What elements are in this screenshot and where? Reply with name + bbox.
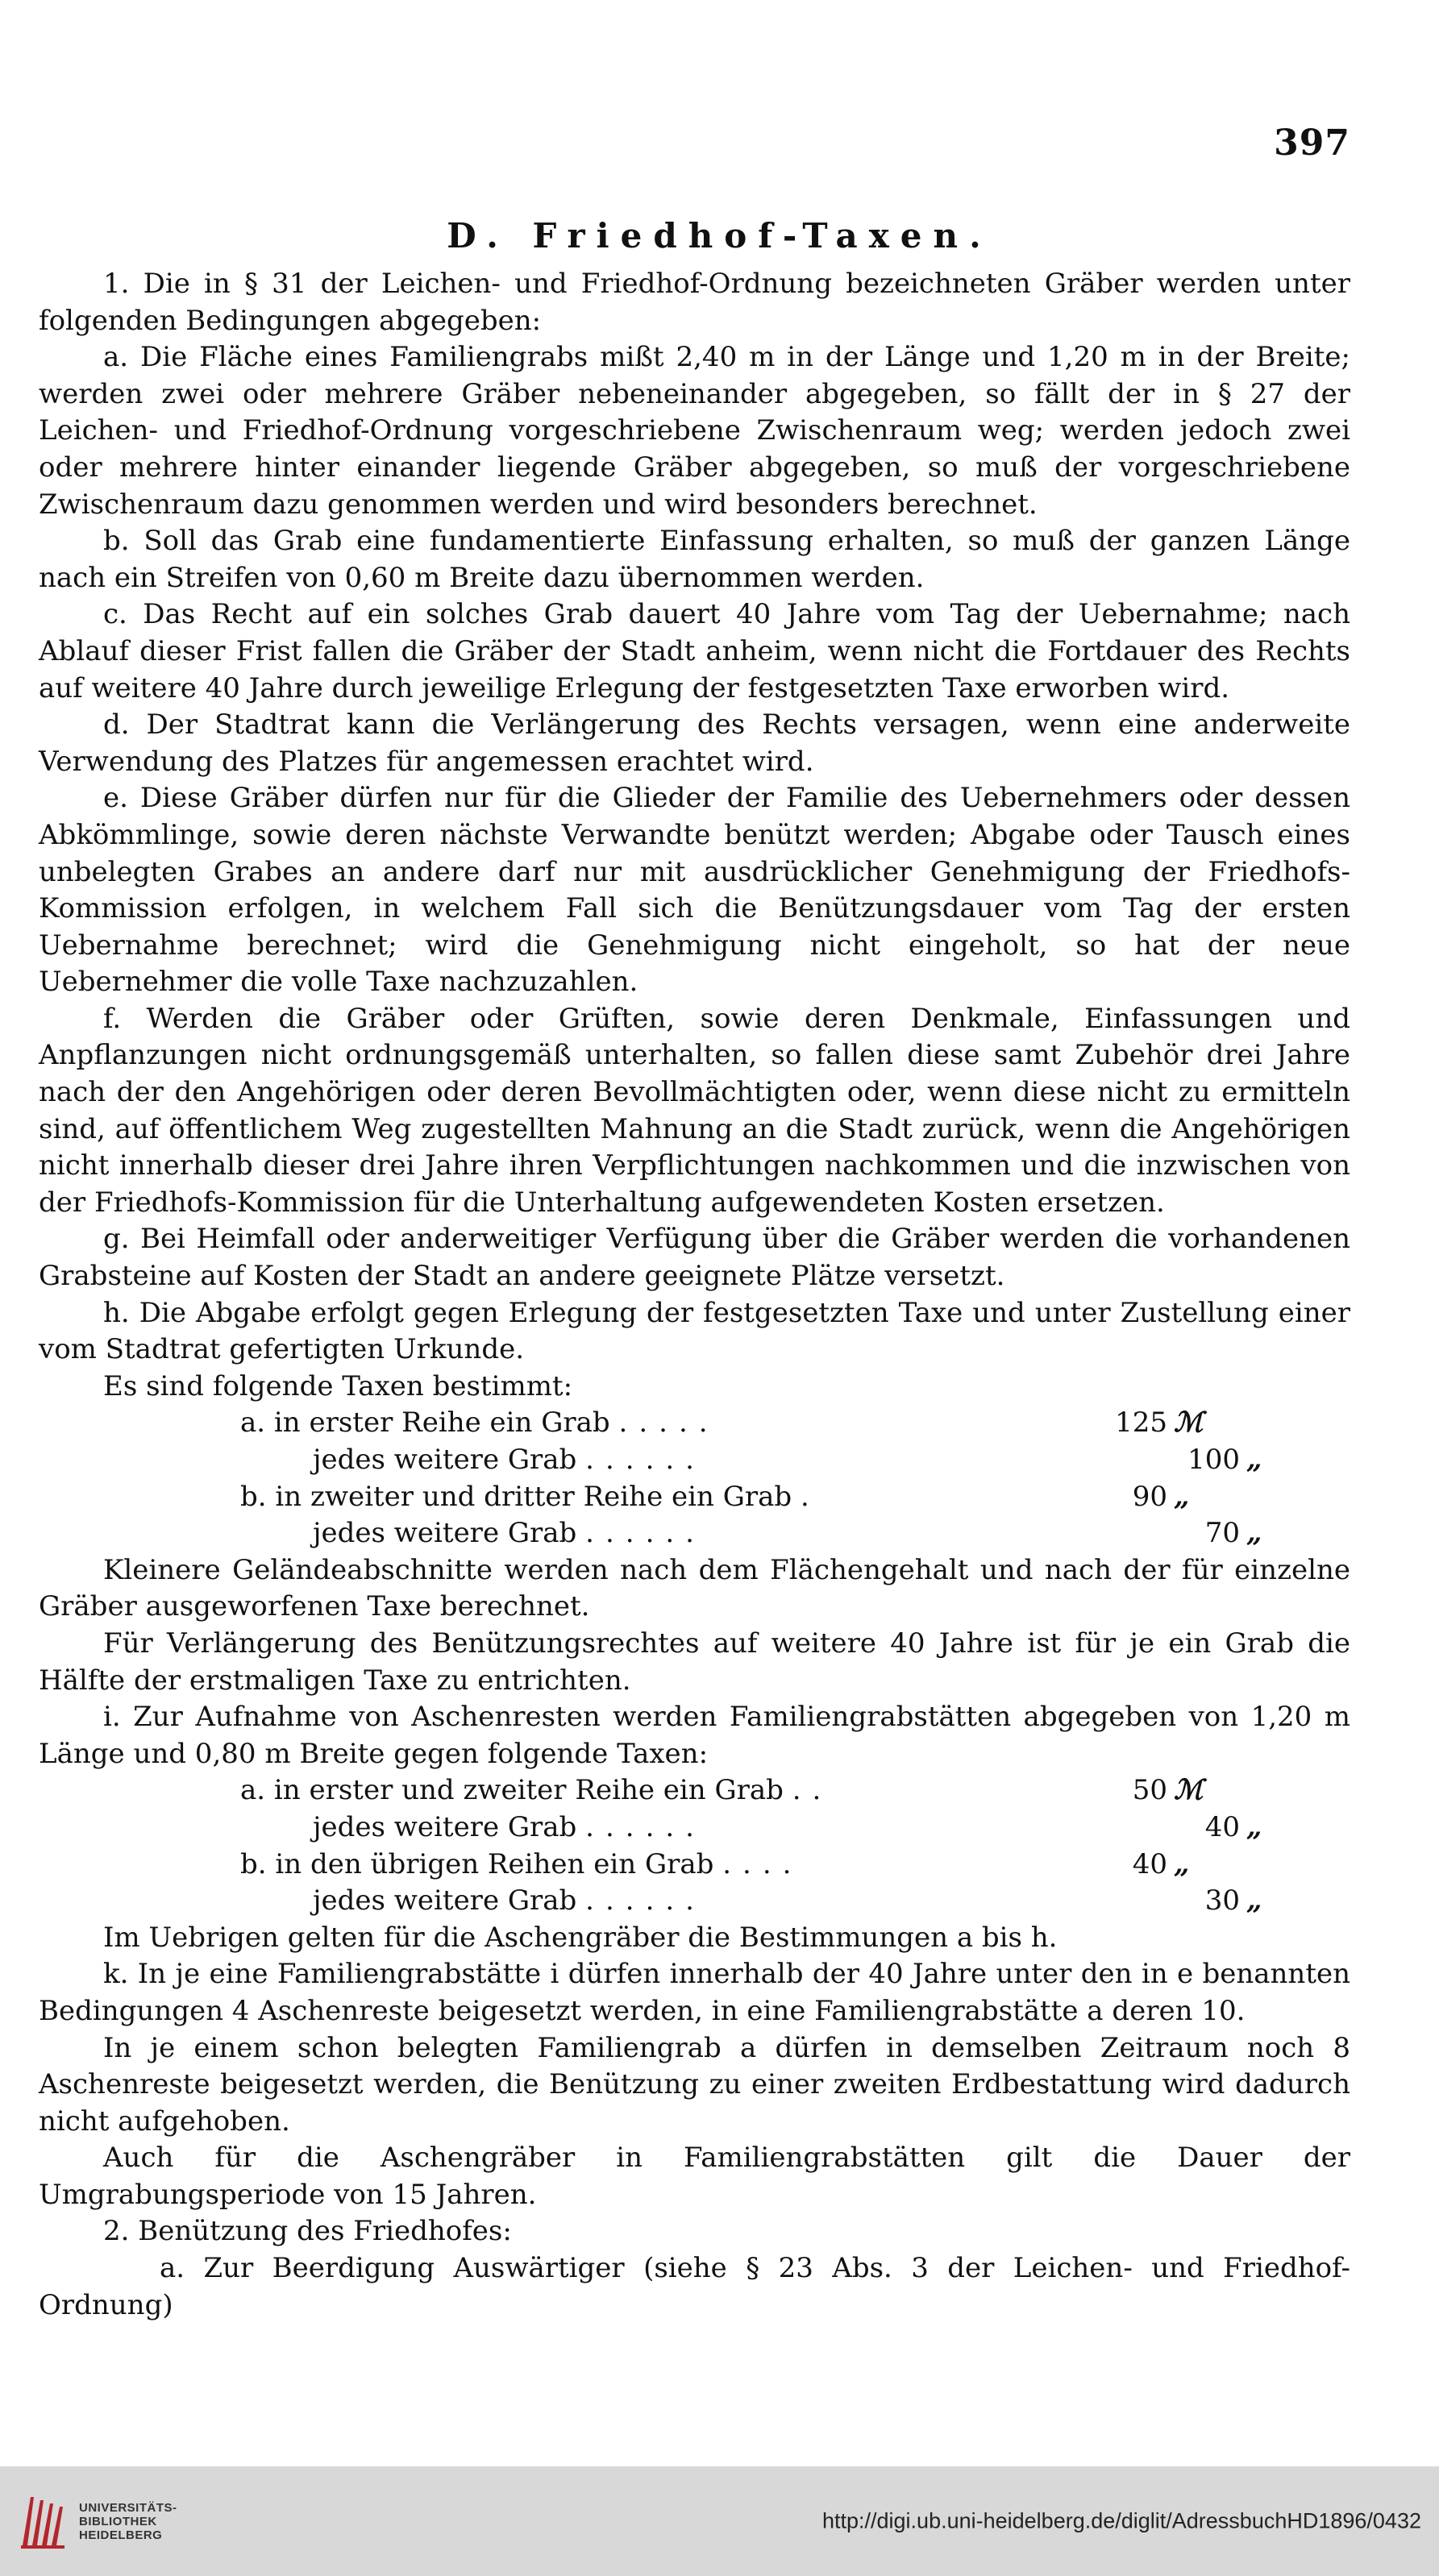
paragraph-e: e. Diese Gräber dürfen nur für die Glieder der Familie des Uebernehmers oder dessen Abkömmlinge, sowie deren nächste Verwandte benützt werden; Abgabe oder Tausch eines unbelegten Grabes an andere darf nur mit ausdrücklicher Genehmigung der Friedhofs-Kommission erfolgen, in welchem Fall sich die Benützungsdauer vom Tag der ersten Uebernahme berechnet; wird die Genehmigung nicht eingeholt, so hat der neue Uebernehmer die volle Taxe nachzuzahlen. bbox=[39, 782, 1350, 999]
paragraph-i: i. Zur Aufnahme von Aschenresten werden Familiengrabstätten abgegeben von 1,20 m Länge und 0,80 m Breite gegen folgende Taxen: bbox=[39, 1701, 1350, 1770]
fee-label: b. in den übrigen Reihen ein Grab .... bbox=[240, 1847, 803, 1880]
fee-amount: 50 bbox=[1132, 1774, 1167, 1807]
fee-row bbox=[39, 1772, 1350, 1809]
document-body bbox=[39, 266, 1350, 2324]
currency-unit: ℳ bbox=[1174, 1406, 1204, 1440]
fee-row bbox=[39, 1883, 1350, 1920]
paragraph-k2: In je einem schon belegten Familiengrab a dürfen in demselben Zeitraum noch 8 Aschenreste beigesetzt werden, die Benützung zu einer zweiten Erdbestattung wird dadurch nicht aufgehoben. bbox=[39, 2031, 1350, 2138]
paragraph-d: d. Der Stadtrat kann die Verlängerung des Rechts versagen, wenn eine anderweite Verwendung des Platzes für angemessen erachtet wird. bbox=[39, 708, 1350, 778]
fee-row bbox=[39, 1479, 1350, 1516]
fee-row bbox=[39, 1442, 1350, 1479]
currency-unit: „ bbox=[1246, 1517, 1262, 1550]
paragraph-h: h. Die Abgabe erfolgt gegen Erlegung der festgesetzten Taxe und unter Zustellung einer vom Stadtrat gefertigten Urkunde. bbox=[39, 1296, 1350, 1366]
paragraph-1: 1. Die in § 31 der Leichen- und Friedhof-Ordnung bezeichneten Gräber werden unter folgenden Bedingungen abgegeben: bbox=[39, 268, 1350, 337]
fee-row bbox=[39, 1847, 1350, 1884]
library-seal-icon bbox=[16, 2489, 68, 2553]
currency-unit: „ bbox=[1246, 1810, 1262, 1843]
currency-unit: „ bbox=[1174, 1847, 1190, 1880]
fee-amount: 70 bbox=[1204, 1517, 1240, 1550]
paragraph-k3: Auch für die Aschengräber in Familiengrabstätten gilt die Dauer der Umgrabungsperiode von 15 Jahren. bbox=[39, 2142, 1350, 2211]
fee-amount: 40 bbox=[1132, 1847, 1167, 1880]
fee-amount: 125 bbox=[1115, 1406, 1167, 1440]
currency-unit: „ bbox=[1174, 1480, 1190, 1513]
fee-label: a. in erster und zweiter Reihe ein Grab .. bbox=[240, 1774, 833, 1807]
paragraph-g: g. Bei Heimfall oder anderweitiger Verfügung über die Gräber werden die vorhandenen Grabsteine auf Kosten der Stadt an andere geeignete Plätze versetzt. bbox=[39, 1223, 1350, 1293]
fee-label: jedes weitere Grab ...... bbox=[313, 1810, 705, 1843]
fees-intro: Es sind folgende Taxen bestimmt: bbox=[103, 1369, 573, 1402]
paragraph-smaller-plots: Kleinere Geländeabschnitte werden nach dem Flächengehalt und nach der für einzelne Gräber ausgeworfenen Taxe berechnet. bbox=[39, 1553, 1350, 1623]
library-logo[interactable] bbox=[16, 2489, 177, 2553]
paragraph-f: f. Werden die Gräber oder Grüften, sowie deren Denkmale, Einfassungen und Anpflanzungen nicht ordnungsgemäß unterhalten, so fallen diese samt Zubehör drei Jahre nach der den Angehörigen oder deren Bevollmächtigten oder, wenn diese nicht zu ermitteln sind, auf öffentlichem Weg zugestellten Mahnung an die Stadt zurück, wenn die Angehörigen nicht innerhalb dieser drei Jahre ihren Verpflichtungen nachkommen und die inzwischen von der Friedhofs-Kommission für die Unterhaltung aufgewendeten Kosten ersetzen. bbox=[39, 1002, 1350, 1219]
paragraph-k: k. In je eine Familiengrabstätte i dürfen innerhalb der 40 Jahre unter den in e benannten Bedingungen 4 Aschenreste beigesetzt werden, in eine Familiengrabstätte a deren 10. bbox=[39, 1958, 1350, 2027]
page-number: 397 bbox=[1274, 123, 1350, 164]
fee-label: jedes weitere Grab ...... bbox=[313, 1444, 705, 1476]
paragraph-b: b. Soll das Grab eine fundamentierte Einfassung erhalten, so muß der ganzen Länge nach ein Streifen von 0,60 m Breite dazu übernommen werden. bbox=[39, 525, 1350, 594]
footer-band bbox=[0, 2466, 1439, 2576]
fee-amount: 30 bbox=[1204, 1884, 1240, 1917]
fee-table-ash-graves bbox=[39, 1772, 1350, 1919]
fee-row bbox=[39, 1809, 1350, 1847]
fee-table-graves bbox=[39, 1405, 1350, 1552]
section-title: D. Friedhof-Taxen. bbox=[447, 216, 992, 256]
fee-label: jedes weitere Grab ...... bbox=[313, 1884, 705, 1917]
fee-amount: 90 bbox=[1132, 1480, 1167, 1513]
fee-amount: 100 bbox=[1187, 1444, 1240, 1476]
currency-unit: „ bbox=[1246, 1444, 1262, 1476]
fee-label: a. in erster Reihe ein Grab ..... bbox=[240, 1406, 719, 1440]
fee-row bbox=[39, 1515, 1350, 1552]
paragraph-rest-rule: Im Uebrigen gelten für die Aschengräber die Bestimmungen a bis h. bbox=[103, 1921, 1058, 1954]
paragraph-extension: Für Verlängerung des Benützungsrechtes auf weitere 40 Jahre ist für je ein Grab die Hälfte der erstmaligen Taxe zu entrichten. bbox=[39, 1627, 1350, 1697]
fee-row bbox=[39, 1405, 1350, 1442]
paragraph-c: c. Das Recht auf ein solches Grab dauert 40 Jahre vom Tag der Uebernahme; nach Ablauf dieser Frist fallen die Gräber der Stadt anheim, wenn nicht die Fortdauer des Rechts auf weitere 40 Jahre durch jeweilige Erlegung der festgesetzten Taxe erworben wird. bbox=[39, 598, 1350, 704]
library-name: UNIVERSITÄTS- BIBLIOTHEK HEIDELBERG bbox=[79, 2500, 177, 2542]
paragraph-2: 2. Benützung des Friedhofes: bbox=[103, 2215, 512, 2248]
currency-unit: „ bbox=[1246, 1884, 1262, 1917]
paragraph-2a: a. Zur Beerdigung Auswärtiger (siehe § 23 Abs. 3 der Leichen- und Friedhof-Ordnung) bbox=[39, 2252, 1350, 2321]
fee-label: b. in zweiter und dritter Reihe ein Grab . bbox=[240, 1480, 821, 1513]
fee-label: jedes weitere Grab ...... bbox=[313, 1517, 705, 1550]
fee-amount: 40 bbox=[1204, 1810, 1240, 1843]
source-url-link[interactable]: http://digi.ub.uni-heidelberg.de/diglit/AdressbuchHD1896/0432 bbox=[821, 2508, 1421, 2533]
currency-unit: ℳ bbox=[1174, 1774, 1204, 1807]
paragraph-a: a. Die Fläche eines Familiengrabs mißt 2,40 m in der Länge und 1,20 m in der Breite; werden zwei oder mehrere Gräber nebeneinander abgegeben, so fällt der in § 27 der Leichen- und Friedhof-Ordnung vorgeschriebene Zwischenraum weg; werden jedoch zwei oder mehrere hinter einander liegende Gräber abgegeben, so muß der vorgeschriebene Zwischenraum dazu genommen werden und wird besonders berechnet. bbox=[39, 341, 1350, 521]
